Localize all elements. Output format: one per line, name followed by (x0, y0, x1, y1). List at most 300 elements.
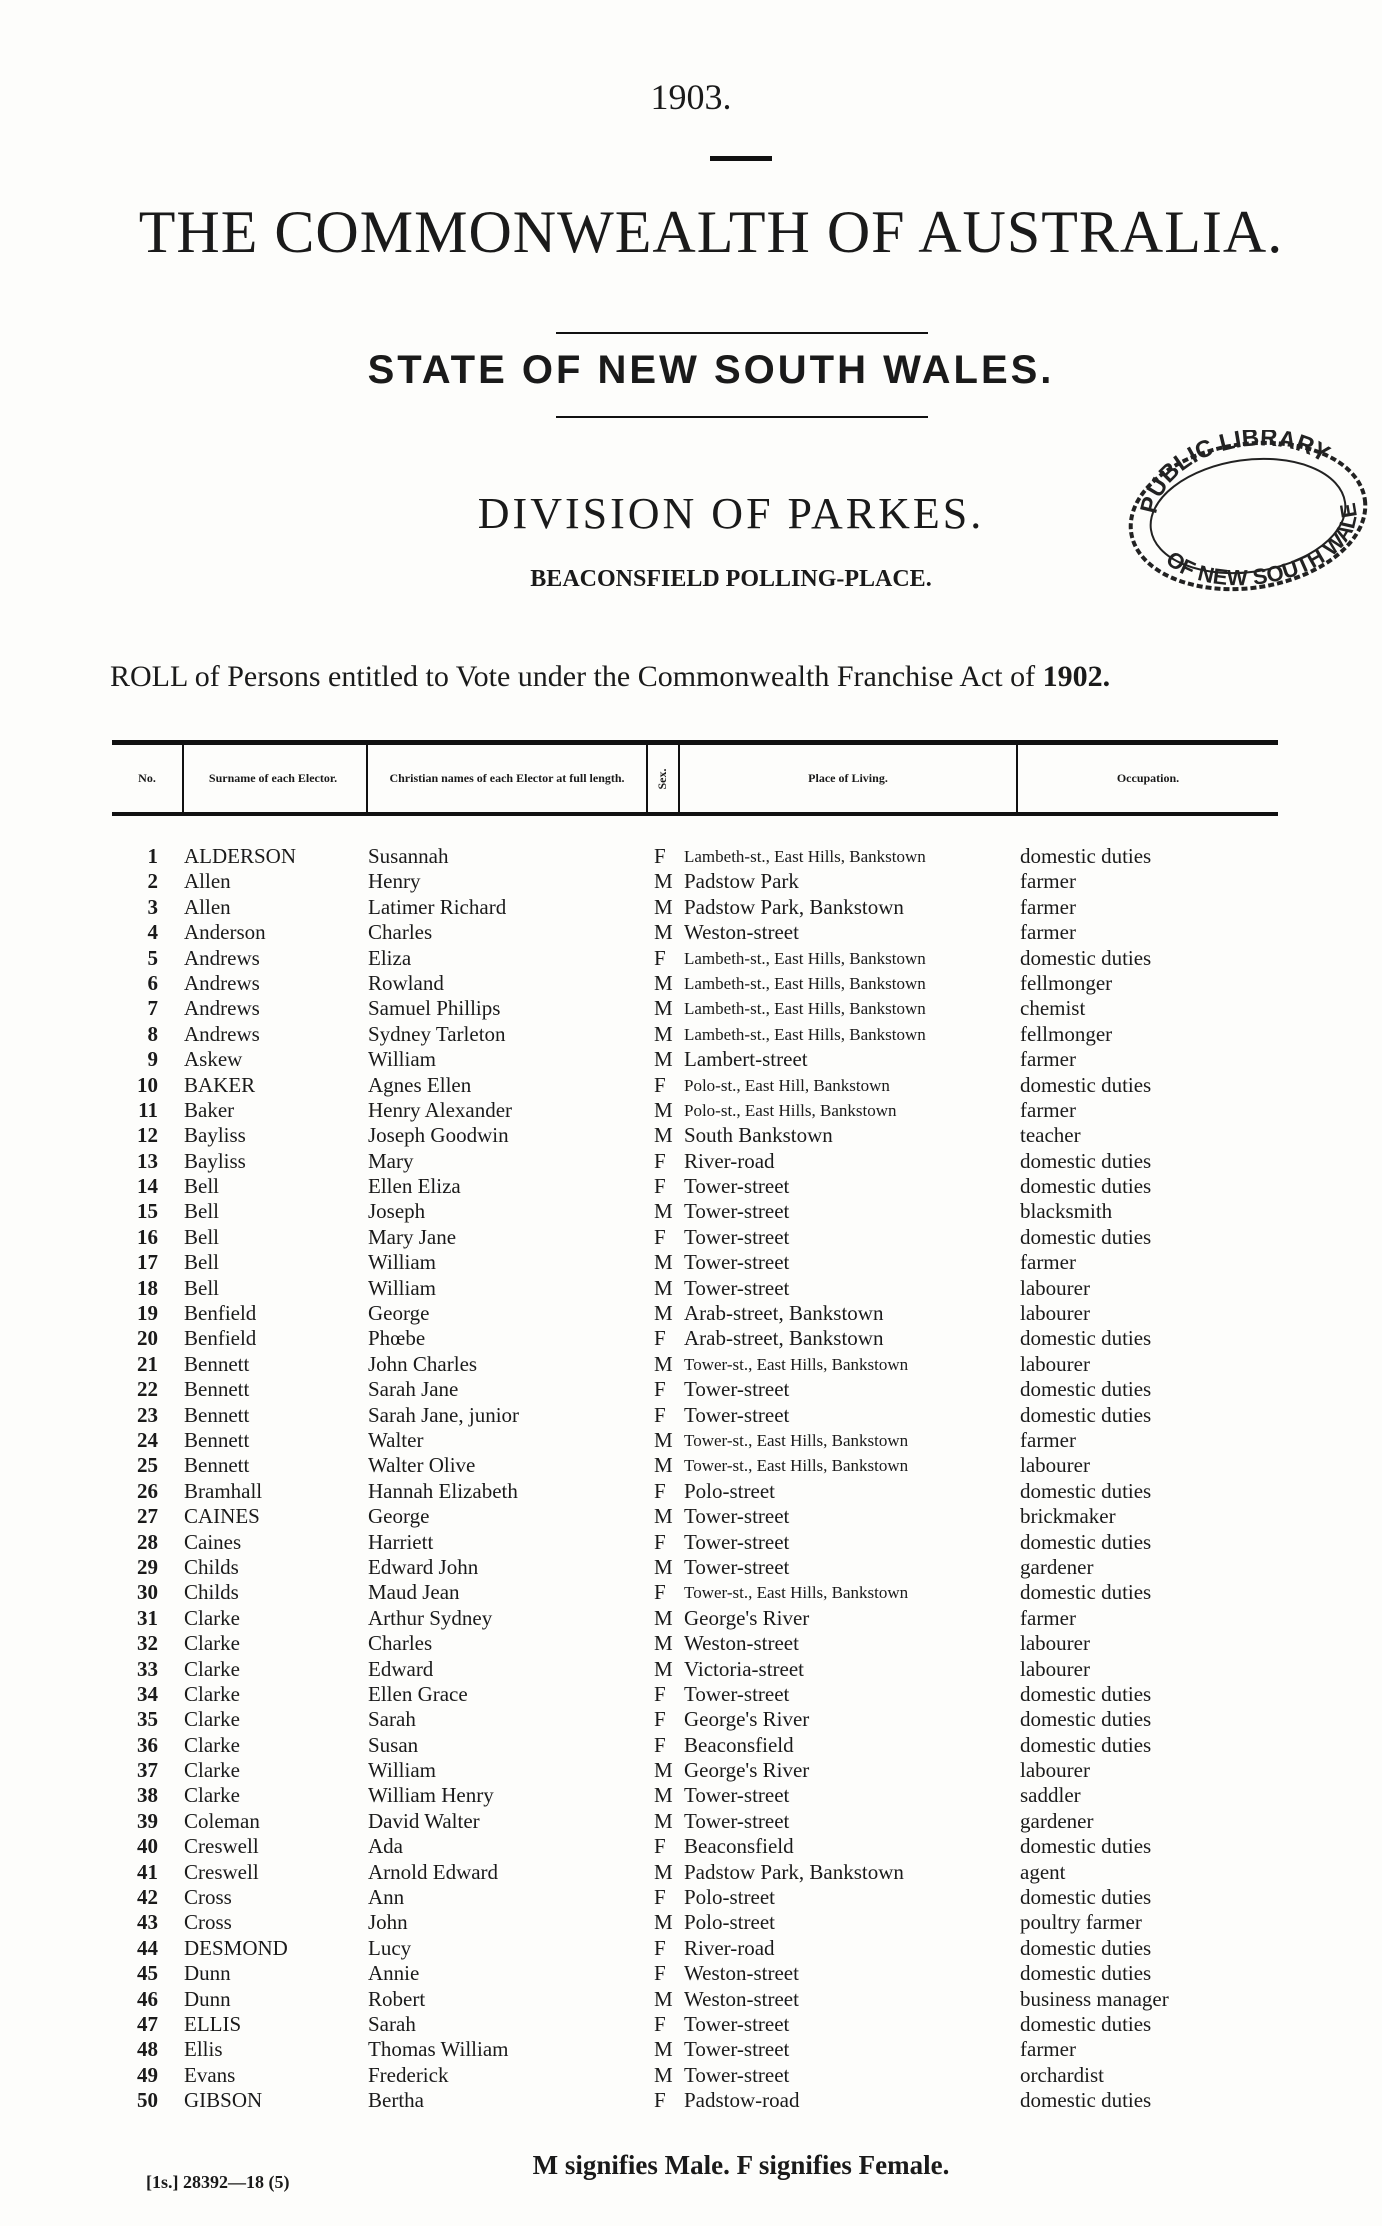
elector-occupation: blacksmith (1020, 1199, 1113, 1224)
elector-place-of-living: Tower-st., East Hills, Bankstown (684, 1354, 909, 1374)
roll-heading (110, 660, 1110, 694)
elector-christian-names: Samuel Phillips (368, 996, 501, 1021)
stamp-graphic (1118, 430, 1376, 602)
elector-occupation: domestic duties (1020, 1707, 1152, 1732)
elector-place-of-living: Polo-street (684, 1478, 775, 1503)
table-row (112, 1479, 1278, 1504)
elector-surname: Clarke (184, 1605, 240, 1630)
elector-sex: M (654, 1910, 673, 1935)
elector-number: 50 (137, 2088, 158, 2113)
elector-christian-names: Walter (368, 1427, 424, 1452)
elector-sex: M (654, 2062, 673, 2087)
elector-christian-names: Rowland (368, 970, 444, 995)
elector-sex: F (654, 1402, 666, 1427)
elector-sex: M (654, 1504, 673, 1529)
elector-christian-names: Sydney Tarleton (368, 1021, 506, 1046)
elector-number: 28 (137, 1529, 158, 1554)
elector-surname: Bell (184, 1174, 219, 1199)
table-row (112, 1047, 1278, 1072)
elector-number: 44 (137, 1935, 158, 1960)
elector-place-of-living: Arab-street, Bankstown (684, 1301, 884, 1326)
table-row (112, 1225, 1278, 1250)
elector-sex: M (654, 996, 673, 1021)
elector-sex: M (654, 1605, 673, 1630)
elector-place-of-living: Weston-street (684, 920, 799, 945)
elector-christian-names: Bertha (368, 2088, 424, 2113)
elector-number: 30 (137, 1580, 158, 1605)
table-row (112, 1352, 1278, 1377)
table-row (112, 2037, 1278, 2062)
elector-sex: M (654, 1021, 673, 1046)
elector-occupation: domestic duties (1020, 1732, 1152, 1757)
elector-surname: Bennett (184, 1427, 250, 1452)
elector-sex: M (654, 1275, 673, 1300)
table-row (112, 1453, 1278, 1478)
elector-place-of-living: Tower-street (684, 1402, 790, 1427)
elector-christian-names: William (368, 1250, 436, 1275)
table-row (112, 1580, 1278, 1605)
elector-occupation: domestic duties (1020, 1402, 1152, 1427)
elector-number: 24 (137, 1427, 158, 1452)
elector-occupation: farmer (1020, 1605, 1076, 1630)
elector-sex: M (654, 1631, 673, 1656)
elector-number: 45 (137, 1961, 158, 1986)
elector-occupation: domestic duties (1020, 844, 1152, 868)
table-row (112, 1530, 1278, 1555)
elector-surname: Benfield (184, 1326, 257, 1351)
elector-place-of-living: Padstow Park, Bankstown (684, 1859, 904, 1884)
elector-occupation: farmer (1020, 920, 1076, 945)
elector-christian-names: Susannah (368, 844, 449, 868)
elector-surname: Anderson (184, 920, 266, 945)
elector-number: 13 (137, 1148, 158, 1173)
elector-christian-names: Charles (368, 1631, 433, 1656)
elector-occupation: labourer (1020, 1758, 1090, 1783)
elector-sex: M (654, 1250, 673, 1275)
elector-christian-names: Agnes Ellen (368, 1072, 472, 1097)
elector-sex: F (654, 1174, 666, 1199)
elector-surname: Clarke (184, 1758, 240, 1783)
elector-place-of-living: George's River (684, 1605, 810, 1630)
elector-occupation: agent (1020, 1859, 1066, 1884)
state-heading: STATE OF NEW SOUTH WALES. (367, 348, 1055, 392)
elector-number: 10 (137, 1072, 158, 1097)
elector-occupation: domestic duties (1020, 1681, 1152, 1706)
elector-christian-names: Ellen Eliza (368, 1174, 461, 1199)
elector-christian-names: Latimer Richard (368, 894, 507, 919)
elector-surname: Evans (184, 2062, 236, 2087)
elector-occupation: teacher (1020, 1123, 1081, 1148)
elector-sex: M (654, 2037, 673, 2062)
elector-surname: Clarke (184, 1732, 240, 1757)
elector-sex: F (654, 1377, 666, 1402)
elector-sex: F (654, 1732, 666, 1757)
elector-surname: Clarke (184, 1783, 240, 1808)
elector-sex: F (654, 1885, 666, 1910)
elector-surname: Childs (184, 1580, 239, 1605)
column-divider (182, 745, 184, 812)
elector-place-of-living: Polo-st., East Hills, Bankstown (684, 1100, 897, 1120)
elector-place-of-living: Beaconsfield (684, 1834, 794, 1859)
elector-surname: Bayliss (184, 1123, 246, 1148)
roll-year: 1902. (1042, 660, 1111, 693)
elector-christian-names: Henry Alexander (368, 1097, 513, 1122)
elector-sex: F (654, 1326, 666, 1351)
elector-number: 5 (147, 945, 158, 970)
elector-place-of-living: Victoria-street (684, 1656, 805, 1681)
table-row (112, 1098, 1278, 1123)
elector-sex: M (654, 1047, 673, 1072)
table-row (112, 1631, 1278, 1656)
table-row (112, 1326, 1278, 1351)
elector-number: 26 (137, 1478, 158, 1503)
table-row (112, 1174, 1278, 1199)
elector-occupation: fellmonger (1020, 1021, 1113, 1046)
svg-text:PUBLIC LIBRARY (1126, 430, 1341, 520)
table-row (112, 1504, 1278, 1529)
elector-occupation: domestic duties (1020, 1326, 1152, 1351)
elector-number: 20 (137, 1326, 158, 1351)
table-row (112, 1555, 1278, 1580)
elector-number: 21 (137, 1351, 158, 1376)
table-row (112, 1809, 1278, 1834)
table-row (112, 1606, 1278, 1631)
elector-christian-names: John (368, 1910, 408, 1935)
table-row (112, 2012, 1278, 2037)
elector-christian-names: George (368, 1301, 430, 1326)
elector-christian-names: Ada (368, 1834, 403, 1859)
elector-place-of-living: Tower-street (684, 2062, 790, 2087)
elector-christian-names: Sarah Jane (368, 1377, 459, 1402)
elector-place-of-living: Weston-street (684, 1631, 799, 1656)
elector-surname: Creswell (184, 1859, 259, 1884)
elector-number: 18 (137, 1275, 158, 1300)
elector-sex: F (654, 1478, 666, 1503)
elector-number: 15 (137, 1199, 158, 1224)
svg-text:OF NEW SOUTH WALES (1118, 430, 1370, 602)
elector-number: 27 (137, 1504, 158, 1529)
table-row (112, 920, 1278, 945)
column-header-no: No. (138, 771, 156, 786)
table-row (112, 1073, 1278, 1098)
elector-place-of-living: Tower-street (684, 2011, 790, 2036)
elector-christian-names: Robert (368, 1986, 426, 2011)
elector-place-of-living: Tower-street (684, 1275, 790, 1300)
table-row (112, 2088, 1278, 2113)
elector-sex: M (654, 1301, 673, 1326)
elector-place-of-living: Lambert-street (684, 1047, 808, 1072)
elector-number: 33 (137, 1656, 158, 1681)
elector-number: 12 (137, 1123, 158, 1148)
elector-christian-names: Eliza (368, 945, 412, 970)
column-header-christian-names: Christian names of each Elector at full length. (389, 771, 625, 786)
elector-sex: F (654, 1072, 666, 1097)
table-row (112, 1682, 1278, 1707)
elector-surname: Benfield (184, 1301, 257, 1326)
year-heading: 1903. (650, 77, 732, 117)
elector-sex: M (654, 869, 673, 894)
elector-place-of-living: Beaconsfield (684, 1732, 794, 1757)
table-row (112, 1961, 1278, 1986)
table-row (112, 1707, 1278, 1732)
elector-place-of-living: Tower-st., East Hills, Bankstown (684, 1583, 909, 1603)
column-header-place: Place of Living. (808, 771, 888, 786)
elector-number: 11 (138, 1097, 158, 1122)
elector-sex: F (654, 1224, 666, 1249)
elector-sex: M (654, 1808, 673, 1833)
elector-number: 3 (147, 894, 158, 919)
elector-occupation: farmer (1020, 1250, 1076, 1275)
elector-place-of-living: Tower-street (684, 2037, 790, 2062)
elector-occupation: domestic duties (1020, 945, 1152, 970)
elector-sex: F (654, 1529, 666, 1554)
elector-number: 38 (137, 1783, 158, 1808)
elector-number: 14 (137, 1174, 158, 1199)
table-row (112, 1377, 1278, 1402)
elector-sex: F (654, 1681, 666, 1706)
elector-surname: Bennett (184, 1453, 250, 1478)
elector-number: 43 (137, 1910, 158, 1935)
table-row (112, 2063, 1278, 2088)
elector-occupation: farmer (1020, 1097, 1076, 1122)
elector-place-of-living: Lambeth-st., East Hills, Bankstown (684, 999, 926, 1019)
elector-number: 6 (147, 970, 158, 995)
elector-sex: M (654, 1986, 673, 2011)
elector-sex: M (654, 1453, 673, 1478)
division-heading: DIVISION OF PARKES. (477, 489, 985, 538)
elector-surname: Allen (184, 894, 231, 919)
elector-occupation: farmer (1020, 894, 1076, 919)
elector-sex: M (654, 1097, 673, 1122)
elector-sex: F (654, 2011, 666, 2036)
elector-sex: M (654, 1859, 673, 1884)
elector-number: 31 (137, 1605, 158, 1630)
table-row (112, 971, 1278, 996)
elector-number: 39 (137, 1808, 158, 1833)
elector-number: 1 (147, 844, 158, 868)
elector-number: 29 (137, 1554, 158, 1579)
elector-christian-names: Lucy (368, 1935, 412, 1960)
elector-surname: GIBSON (184, 2088, 263, 2113)
elector-place-of-living: Tower-street (684, 1529, 790, 1554)
library-stamp (1118, 430, 1376, 602)
elector-place-of-living: Tower-street (684, 1199, 790, 1224)
sex-legend: M signifies Male. F signifies Female. (532, 2150, 950, 2180)
elector-number: 48 (137, 2037, 158, 2062)
elector-place-of-living: Tower-street (684, 1377, 790, 1402)
elector-place-of-living: Tower-street (684, 1808, 790, 1833)
elector-sex: M (654, 970, 673, 995)
elector-sex: F (654, 844, 666, 868)
document-title: THE COMMONWEALTH OF AUSTRALIA. (138, 199, 1284, 265)
elector-sex: M (654, 1351, 673, 1376)
table-row (112, 1149, 1278, 1174)
elector-christian-names: Joseph Goodwin (368, 1123, 509, 1148)
elector-christian-names: Sarah Jane, junior (368, 1402, 520, 1427)
elector-christian-names: Annie (368, 1961, 420, 1986)
elector-surname: Bell (184, 1199, 219, 1224)
elector-number: 37 (137, 1758, 158, 1783)
elector-sex: M (654, 1199, 673, 1224)
year-rule (710, 156, 772, 161)
elector-christian-names: Sarah (368, 1707, 416, 1732)
elector-number: 47 (137, 2011, 158, 2036)
elector-occupation: farmer (1020, 1427, 1076, 1452)
elector-surname: Bell (184, 1250, 219, 1275)
elector-place-of-living: Tower-street (684, 1224, 790, 1249)
elector-occupation: domestic duties (1020, 1148, 1152, 1173)
elector-occupation: labourer (1020, 1453, 1090, 1478)
elector-place-of-living: Lambeth-st., East Hills, Bankstown (684, 973, 926, 993)
elector-place-of-living: Tower-street (684, 1554, 790, 1579)
elector-occupation: domestic duties (1020, 1478, 1152, 1503)
table-row (112, 1199, 1278, 1224)
elector-christian-names: Edward John (368, 1554, 479, 1579)
elector-place-of-living: Arab-street, Bankstown (684, 1326, 884, 1351)
column-divider (366, 745, 368, 812)
elector-number: 19 (137, 1301, 158, 1326)
elector-occupation: domestic duties (1020, 2011, 1152, 2036)
elector-surname: Dunn (184, 1986, 231, 2011)
elector-number: 4 (147, 920, 158, 945)
elector-surname: Baker (184, 1097, 235, 1122)
elector-surname: Ellis (184, 2037, 223, 2062)
elector-surname: Caines (184, 1529, 242, 1554)
elector-place-of-living: George's River (684, 1707, 810, 1732)
elector-sex: M (654, 1427, 673, 1452)
elector-surname: Cross (184, 1910, 232, 1935)
stamp-bottom-text: OF NEW SOUTH WALES (1161, 501, 1362, 591)
table-row (112, 1758, 1278, 1783)
elector-surname: Clarke (184, 1707, 240, 1732)
elector-occupation: domestic duties (1020, 2088, 1152, 2113)
elector-surname: Coleman (184, 1808, 260, 1833)
table-row (112, 946, 1278, 971)
table-row (112, 1276, 1278, 1301)
elector-surname: Dunn (184, 1961, 231, 1986)
elector-occupation: domestic duties (1020, 1174, 1152, 1199)
elector-number: 36 (137, 1732, 158, 1757)
elector-occupation: domestic duties (1020, 1935, 1152, 1960)
table-row (112, 1250, 1278, 1275)
elector-place-of-living: Tower-st., East Hills, Bankstown (684, 1430, 909, 1450)
elector-occupation: gardener (1020, 1808, 1094, 1833)
elector-surname: BAKER (184, 1072, 256, 1097)
elector-place-of-living: Tower-st., East Hills, Bankstown (684, 1456, 909, 1476)
elector-occupation: labourer (1020, 1301, 1090, 1326)
table-row (112, 1860, 1278, 1885)
elector-occupation: farmer (1020, 869, 1076, 894)
elector-surname: Clarke (184, 1656, 240, 1681)
elector-place-of-living: South Bankstown (684, 1123, 833, 1148)
elector-sex: F (654, 1834, 666, 1859)
column-header-surname: Surname of each Elector. (208, 771, 338, 786)
elector-place-of-living: Padstow-road (684, 2088, 800, 2113)
elector-place-of-living: Polo-street (684, 1910, 775, 1935)
elector-place-of-living: Polo-street (684, 1885, 775, 1910)
elector-number: 17 (137, 1250, 158, 1275)
column-header-occupation: Occupation. (1116, 771, 1180, 786)
elector-christian-names: William (368, 1758, 436, 1783)
elector-sex: M (654, 920, 673, 945)
elector-number: 34 (137, 1681, 158, 1706)
elector-occupation: domestic duties (1020, 1224, 1152, 1249)
elector-occupation: gardener (1020, 1554, 1094, 1579)
elector-number: 23 (137, 1402, 158, 1427)
table-header-rule (112, 812, 1278, 816)
table-row (112, 1987, 1278, 2012)
elector-number: 40 (137, 1834, 158, 1859)
elector-christian-names: Ann (368, 1885, 405, 1910)
elector-christian-names: Mary (368, 1148, 414, 1173)
table-row (112, 996, 1278, 1021)
elector-surname: Askew (184, 1047, 243, 1072)
elector-occupation: labourer (1020, 1631, 1090, 1656)
elector-surname: Andrews (184, 996, 260, 1021)
elector-occupation: labourer (1020, 1275, 1090, 1300)
elector-occupation: poultry farmer (1020, 1910, 1142, 1935)
elector-number: 46 (137, 1986, 158, 2011)
elector-surname: ALDERSON (184, 844, 297, 868)
elector-christian-names: Thomas William (368, 2037, 509, 2062)
elector-christian-names: Harriett (368, 1529, 434, 1554)
elector-christian-names: William (368, 1275, 436, 1300)
elector-place-of-living: Padstow Park, Bankstown (684, 894, 904, 919)
elector-number: 42 (137, 1885, 158, 1910)
elector-christian-names: Sarah (368, 2011, 416, 2036)
elector-sex: F (654, 1935, 666, 1960)
elector-occupation: farmer (1020, 2037, 1076, 2062)
elector-sex: F (654, 1148, 666, 1173)
elector-sex: M (654, 1783, 673, 1808)
elector-place-of-living: Lambeth-st., East Hills, Bankstown (684, 847, 926, 866)
elector-christian-names: Henry (368, 869, 421, 894)
elector-christian-names: Walter Olive (368, 1453, 476, 1478)
elector-christian-names: David Walter (368, 1808, 480, 1833)
elector-number: 7 (147, 996, 158, 1021)
elector-surname: Bayliss (184, 1148, 246, 1173)
elector-surname: Clarke (184, 1681, 240, 1706)
elector-surname: Bramhall (184, 1478, 263, 1503)
elector-occupation: brickmaker (1020, 1504, 1116, 1529)
table-row (112, 1301, 1278, 1326)
elector-surname: ELLIS (184, 2011, 242, 2036)
elector-occupation: labourer (1020, 1656, 1090, 1681)
stamp-top-text: PUBLIC LIBRARY (1135, 430, 1335, 517)
elector-number: 9 (147, 1047, 158, 1072)
elector-christian-names: Joseph (368, 1199, 426, 1224)
elector-christian-names: William (368, 1047, 436, 1072)
elector-occupation: labourer (1020, 1351, 1090, 1376)
elector-christian-names: Phœbe (368, 1326, 426, 1351)
elector-christian-names: William Henry (368, 1783, 494, 1808)
elector-surname: Childs (184, 1554, 239, 1579)
elector-surname: Bell (184, 1275, 219, 1300)
elector-christian-names: Susan (368, 1732, 419, 1757)
elector-surname: Clarke (184, 1631, 240, 1656)
elector-sex: F (654, 1961, 666, 1986)
elector-occupation: domestic duties (1020, 1529, 1152, 1554)
elector-christian-names: Hannah Elizabeth (368, 1478, 518, 1503)
elector-surname: Bell (184, 1224, 219, 1249)
elector-occupation: fellmonger (1020, 970, 1113, 995)
elector-place-of-living: Tower-street (684, 1250, 790, 1275)
table-row (112, 1885, 1278, 1910)
table-row (112, 895, 1278, 920)
elector-number: 35 (137, 1707, 158, 1732)
elector-place-of-living: George's River (684, 1758, 810, 1783)
elector-occupation: domestic duties (1020, 1961, 1152, 1986)
